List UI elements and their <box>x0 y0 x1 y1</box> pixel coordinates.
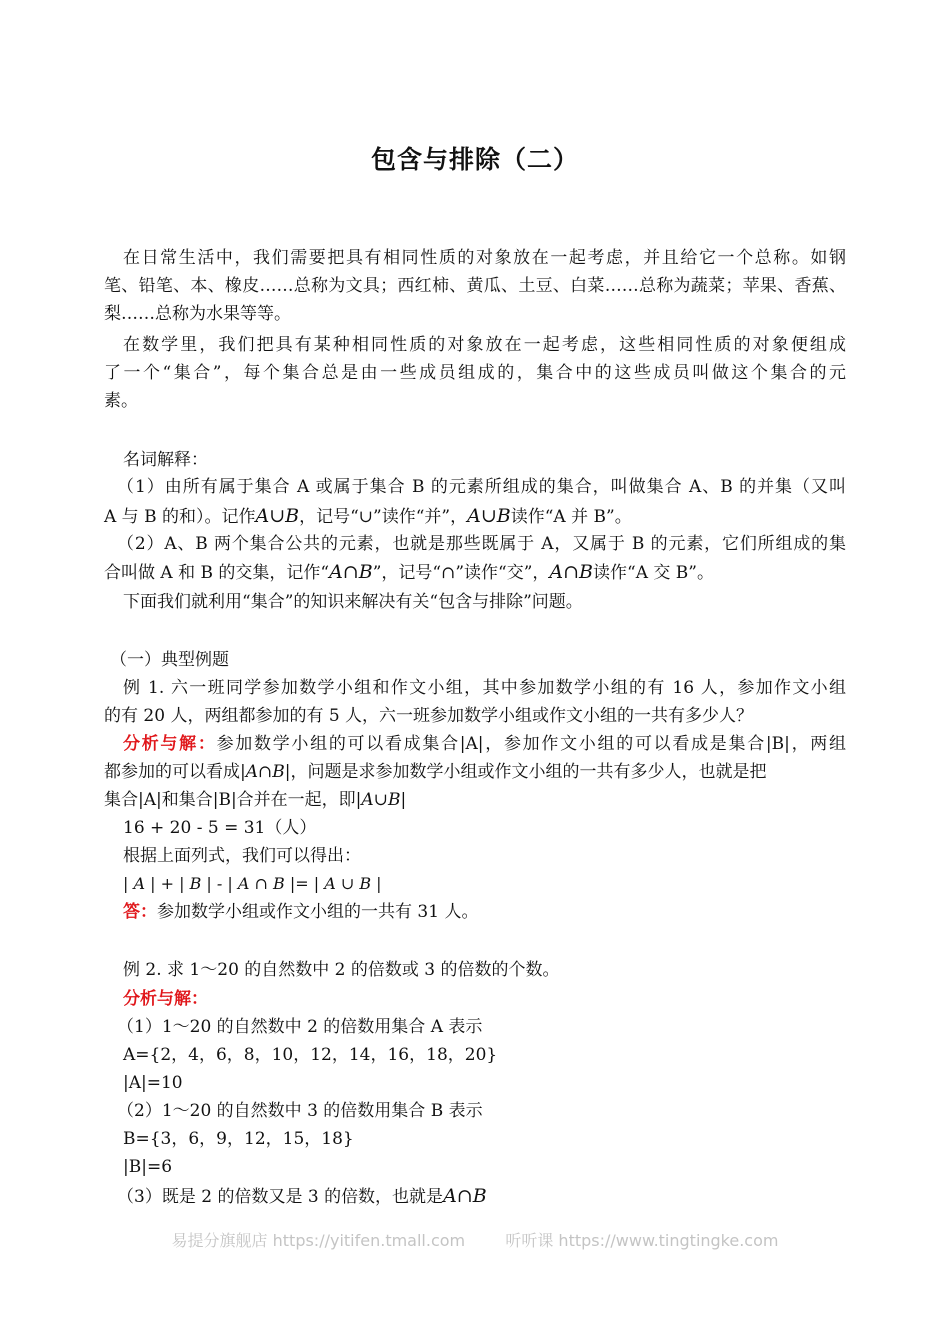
answer-line: 答：参加数学小组或作文小组的一共有 31 人。 <box>123 902 479 922</box>
footer-shop-url[interactable]: https://yitifen.tmall.com <box>272 1231 466 1250</box>
intersection-expression: A∩B <box>549 561 594 583</box>
intro-p2-line1: 在数学里，我们把具有某种相同性质的对象放在一起考虑，这些相同性质的对象便组成 <box>123 335 846 355</box>
footer-watermark <box>0 1228 950 1251</box>
terms-transition: 下面我们就利用“集合”的知识来解决有关“包含与排除”问题。 <box>123 592 583 612</box>
footer-site-url[interactable]: https://www.tingtingke.com <box>558 1231 779 1250</box>
section-heading: （一）典型例题 <box>110 650 229 670</box>
union-expression: A∪B <box>255 505 300 527</box>
deduce-line: 根据上面列式，我们可以得出： <box>123 846 361 866</box>
intro-p1-line1: 在日常生活中，我们需要把具有相同性质的对象放在一起考虑，并且给它一个总称。如钢 <box>123 248 846 268</box>
intro-p2-line3: 素。 <box>104 391 138 411</box>
example1-line2: 的有 20 人，两组都参加的有 5 人，六一班参加数学小组或作文小组的一共有多少人？ <box>104 706 754 726</box>
intersection-expression: A∩B <box>329 561 373 583</box>
analysis2-label: 分析与解： <box>123 989 208 1009</box>
term2-line1: （2）A、B 两个集合公共的元素，也就是那些既属于 A，又属于 B 的元素，它们所组成的集 <box>117 534 846 554</box>
equation: 16 + 20 - 5 = 31 <box>123 818 266 838</box>
term1-line1: （1）由所有属于集合 A 或属于集合 B 的元素所组成的集合，叫做集合 A、B 的并集（又叫 <box>117 477 846 497</box>
step1-set: A={2，4，6，8，10，12，14，16，18，20} <box>123 1045 498 1065</box>
step2-set: B={3，6，9，12，15，18} <box>123 1129 354 1149</box>
union-symbol: ∪ <box>358 507 374 527</box>
intro-p1-line2: 笔、铅笔、本、橡皮……总称为文具；西红柿、黄瓜、土豆、白菜……总称为蔬菜；苹果、香蕉、 <box>104 276 846 296</box>
inclusion-exclusion-formula: | A | + | B | - | A ∩ B |= | A ∪ B | <box>123 874 382 893</box>
analysis1-line2: 都参加的可以看成|A∩B|，问题是求参加数学小组或作文小组的一共有多少人，也就是把 <box>104 762 767 782</box>
intro-p2-line2: 了一个“集合”，每个集合总是由一些成员组成的，集合中的这些成员叫做这个集合的元 <box>104 363 846 383</box>
analysis-label: 分析与解： <box>123 734 217 754</box>
term1-line2: A 与 B 的和）。记作A∪B，记号“∪”读作“并”，A∪B读作“A 并 B”。 <box>104 505 632 527</box>
equation-line: 16 + 20 - 5 = 31（人） <box>123 818 317 838</box>
answer-label: 答： <box>123 902 157 922</box>
terms-heading: 名词解释： <box>123 450 208 470</box>
intersection-symbol: ∩ <box>441 563 456 583</box>
step2-line: （2）1～20 的自然数中 3 的倍数用集合 B 表示 <box>117 1101 483 1121</box>
analysis1-line1: 分析与解：参加数学小组的可以看成集合|A|，参加作文小组的可以看成是集合|B|，两组 <box>123 734 846 754</box>
term2-line2: 合叫做 A 和 B 的交集，记作“A∩B”，记号“∩”读作“交”，A∩B读作“A 交 B”。 <box>104 561 714 583</box>
page-title: 包含与排除（二） <box>370 145 579 174</box>
footer-site-name: 听听课 <box>505 1231 554 1250</box>
step2-count: |B|=6 <box>123 1157 173 1177</box>
example2-line: 例 2. 求 1～20 的自然数中 2 的倍数或 3 的倍数的个数。 <box>123 960 560 980</box>
footer-shop-name: 易提分旗舰店 <box>171 1231 268 1250</box>
analysis1-line3: 集合|A|和集合|B|合并在一起，即|A∪B| <box>104 790 407 810</box>
step1-count: |A|=10 <box>123 1073 183 1093</box>
step1-line: （1）1～20 的自然数中 2 的倍数用集合 A 表示 <box>117 1017 483 1037</box>
union-expression: A∪B <box>467 505 511 527</box>
step3-line: （3）既是 2 的倍数又是 3 的倍数，也就是A∩B <box>117 1185 487 1207</box>
intro-p1-line3: 梨……总称为水果等等。 <box>104 304 291 324</box>
example1-line1: 例 1. 六一班同学参加数学小组和作文小组，其中参加数学小组的有 16 人，参加作文小组 <box>123 678 846 698</box>
